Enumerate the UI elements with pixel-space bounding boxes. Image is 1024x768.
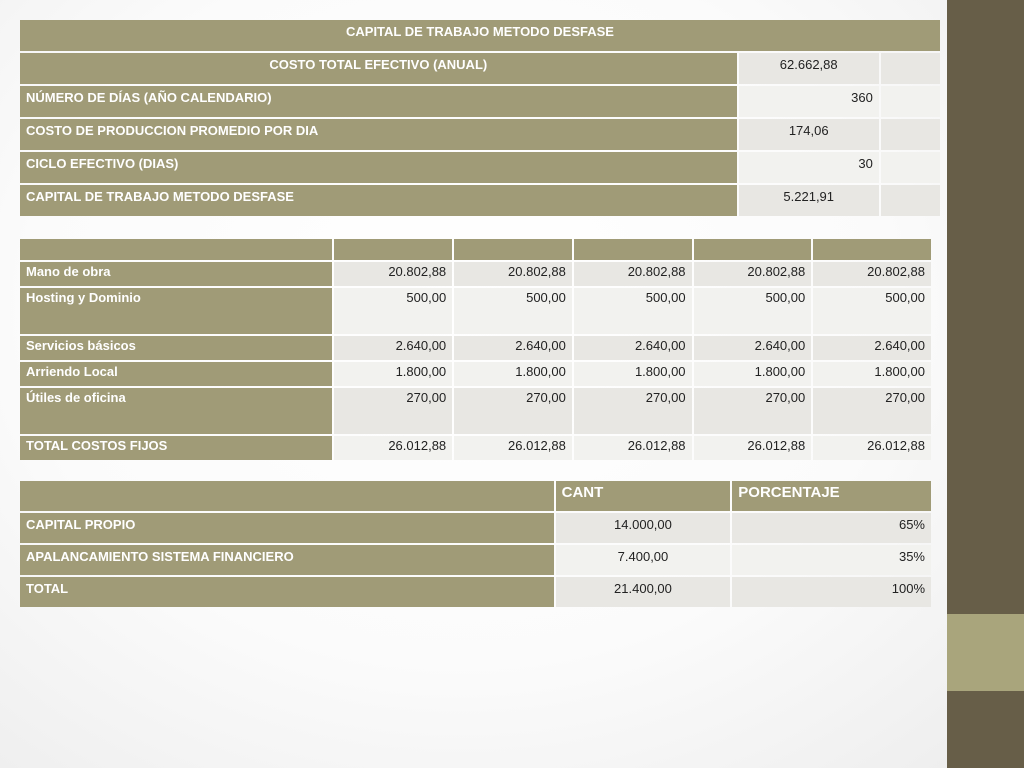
cell-value: 270,00 (454, 388, 572, 434)
header-cell (694, 239, 812, 260)
row-label: TOTAL COSTOS FIJOS (20, 436, 332, 460)
row-label: Mano de obra (20, 262, 332, 286)
desfase-row-label: CICLO EFECTIVO (DIAS) (20, 152, 737, 183)
cell-value: 500,00 (813, 288, 931, 334)
cell-value: 20.802,88 (813, 262, 931, 286)
cell-value: 20.802,88 (694, 262, 812, 286)
cell-value: 2.640,00 (334, 336, 452, 360)
desfase-row (20, 152, 940, 183)
cell-value: 20.802,88 (574, 262, 692, 286)
desfase-row (20, 86, 940, 117)
desfase-row-label: NÚMERO DE DÍAS (AÑO CALENDARIO) (20, 86, 737, 117)
header-cell (574, 239, 692, 260)
row-label: Útiles de oficina (20, 388, 332, 434)
cell-value: 270,00 (813, 388, 931, 434)
cell-value: 2.640,00 (813, 336, 931, 360)
cell-value: 500,00 (574, 288, 692, 334)
row-label: Servicios básicos (20, 336, 332, 360)
row-label: Hosting y Dominio (20, 288, 332, 334)
desfase-row-empty (881, 86, 940, 117)
row-label: CAPITAL PROPIO (20, 513, 554, 543)
desfase-row-empty (881, 152, 940, 183)
cell-value: 26.012,88 (813, 436, 931, 460)
cell-cant: 21.400,00 (556, 577, 731, 607)
cell-value: 26.012,88 (454, 436, 572, 460)
cell-cant: 7.400,00 (556, 545, 731, 575)
cell-value: 1.800,00 (454, 362, 572, 386)
costos-fijos-table (18, 237, 933, 462)
desfase-row-label: CAPITAL DE TRABAJO METODO DESFASE (20, 185, 737, 216)
cell-value: 26.012,88 (694, 436, 812, 460)
cell-value: 2.640,00 (694, 336, 812, 360)
slide-side-accent (947, 614, 1024, 691)
cell-value: 20.802,88 (334, 262, 452, 286)
header-cant: CANT (556, 481, 731, 511)
cell-cant: 14.000,00 (556, 513, 731, 543)
cell-pct: 65% (732, 513, 931, 543)
cell-value: 26.012,88 (574, 436, 692, 460)
cell-pct: 35% (732, 545, 931, 575)
cell-value: 270,00 (334, 388, 452, 434)
table-row (20, 288, 931, 334)
desfase-row-value: 5.221,91 (739, 185, 879, 216)
header-cell (454, 239, 572, 260)
desfase-title: CAPITAL DE TRABAJO METODO DESFASE (20, 20, 940, 51)
cell-value: 500,00 (694, 288, 812, 334)
cell-value: 1.800,00 (813, 362, 931, 386)
table-row (20, 545, 931, 575)
desfase-row (20, 119, 940, 150)
cell-value: 270,00 (694, 388, 812, 434)
desfase-row-value: 174,06 (739, 119, 879, 150)
cell-value: 1.800,00 (574, 362, 692, 386)
desfase-row (20, 53, 940, 84)
financiamiento-table (18, 479, 933, 609)
table-row (20, 388, 931, 434)
table-row (20, 262, 931, 286)
table-row (20, 336, 931, 360)
cell-value: 26.012,88 (334, 436, 452, 460)
table-row (20, 513, 931, 543)
cell-value: 500,00 (334, 288, 452, 334)
cell-value: 1.800,00 (334, 362, 452, 386)
cell-pct: 100% (732, 577, 931, 607)
header-porcentaje: PORCENTAJE (732, 481, 931, 511)
costos-fijos-header-row (20, 239, 931, 260)
desfase-row-label: COSTO TOTAL EFECTIVO (ANUAL) (20, 53, 737, 84)
financiamiento-header-row (20, 481, 931, 511)
desfase-row-value: 62.662,88 (739, 53, 879, 84)
desfase-row-empty (881, 53, 940, 84)
row-label: APALANCAMIENTO SISTEMA FINANCIERO (20, 545, 554, 575)
header-cell (813, 239, 931, 260)
desfase-row-value: 360 (739, 86, 879, 117)
table-row-total (20, 436, 931, 460)
cell-value: 1.800,00 (694, 362, 812, 386)
cell-value: 270,00 (574, 388, 692, 434)
row-label: Arriendo Local (20, 362, 332, 386)
table-row-total (20, 577, 931, 607)
table-row (20, 362, 931, 386)
cell-value: 2.640,00 (454, 336, 572, 360)
header-cell (334, 239, 452, 260)
desfase-row (20, 185, 940, 216)
header-cell (20, 239, 332, 260)
desfase-title-row (20, 20, 940, 51)
cell-value: 500,00 (454, 288, 572, 334)
header-cell (20, 481, 554, 511)
desfase-row-empty (881, 185, 940, 216)
desfase-table (18, 18, 942, 218)
cell-value: 2.640,00 (574, 336, 692, 360)
row-label: TOTAL (20, 577, 554, 607)
desfase-row-label: COSTO DE PRODUCCION PROMEDIO POR DIA (20, 119, 737, 150)
cell-value: 20.802,88 (454, 262, 572, 286)
desfase-row-empty (881, 119, 940, 150)
desfase-row-value: 30 (739, 152, 879, 183)
